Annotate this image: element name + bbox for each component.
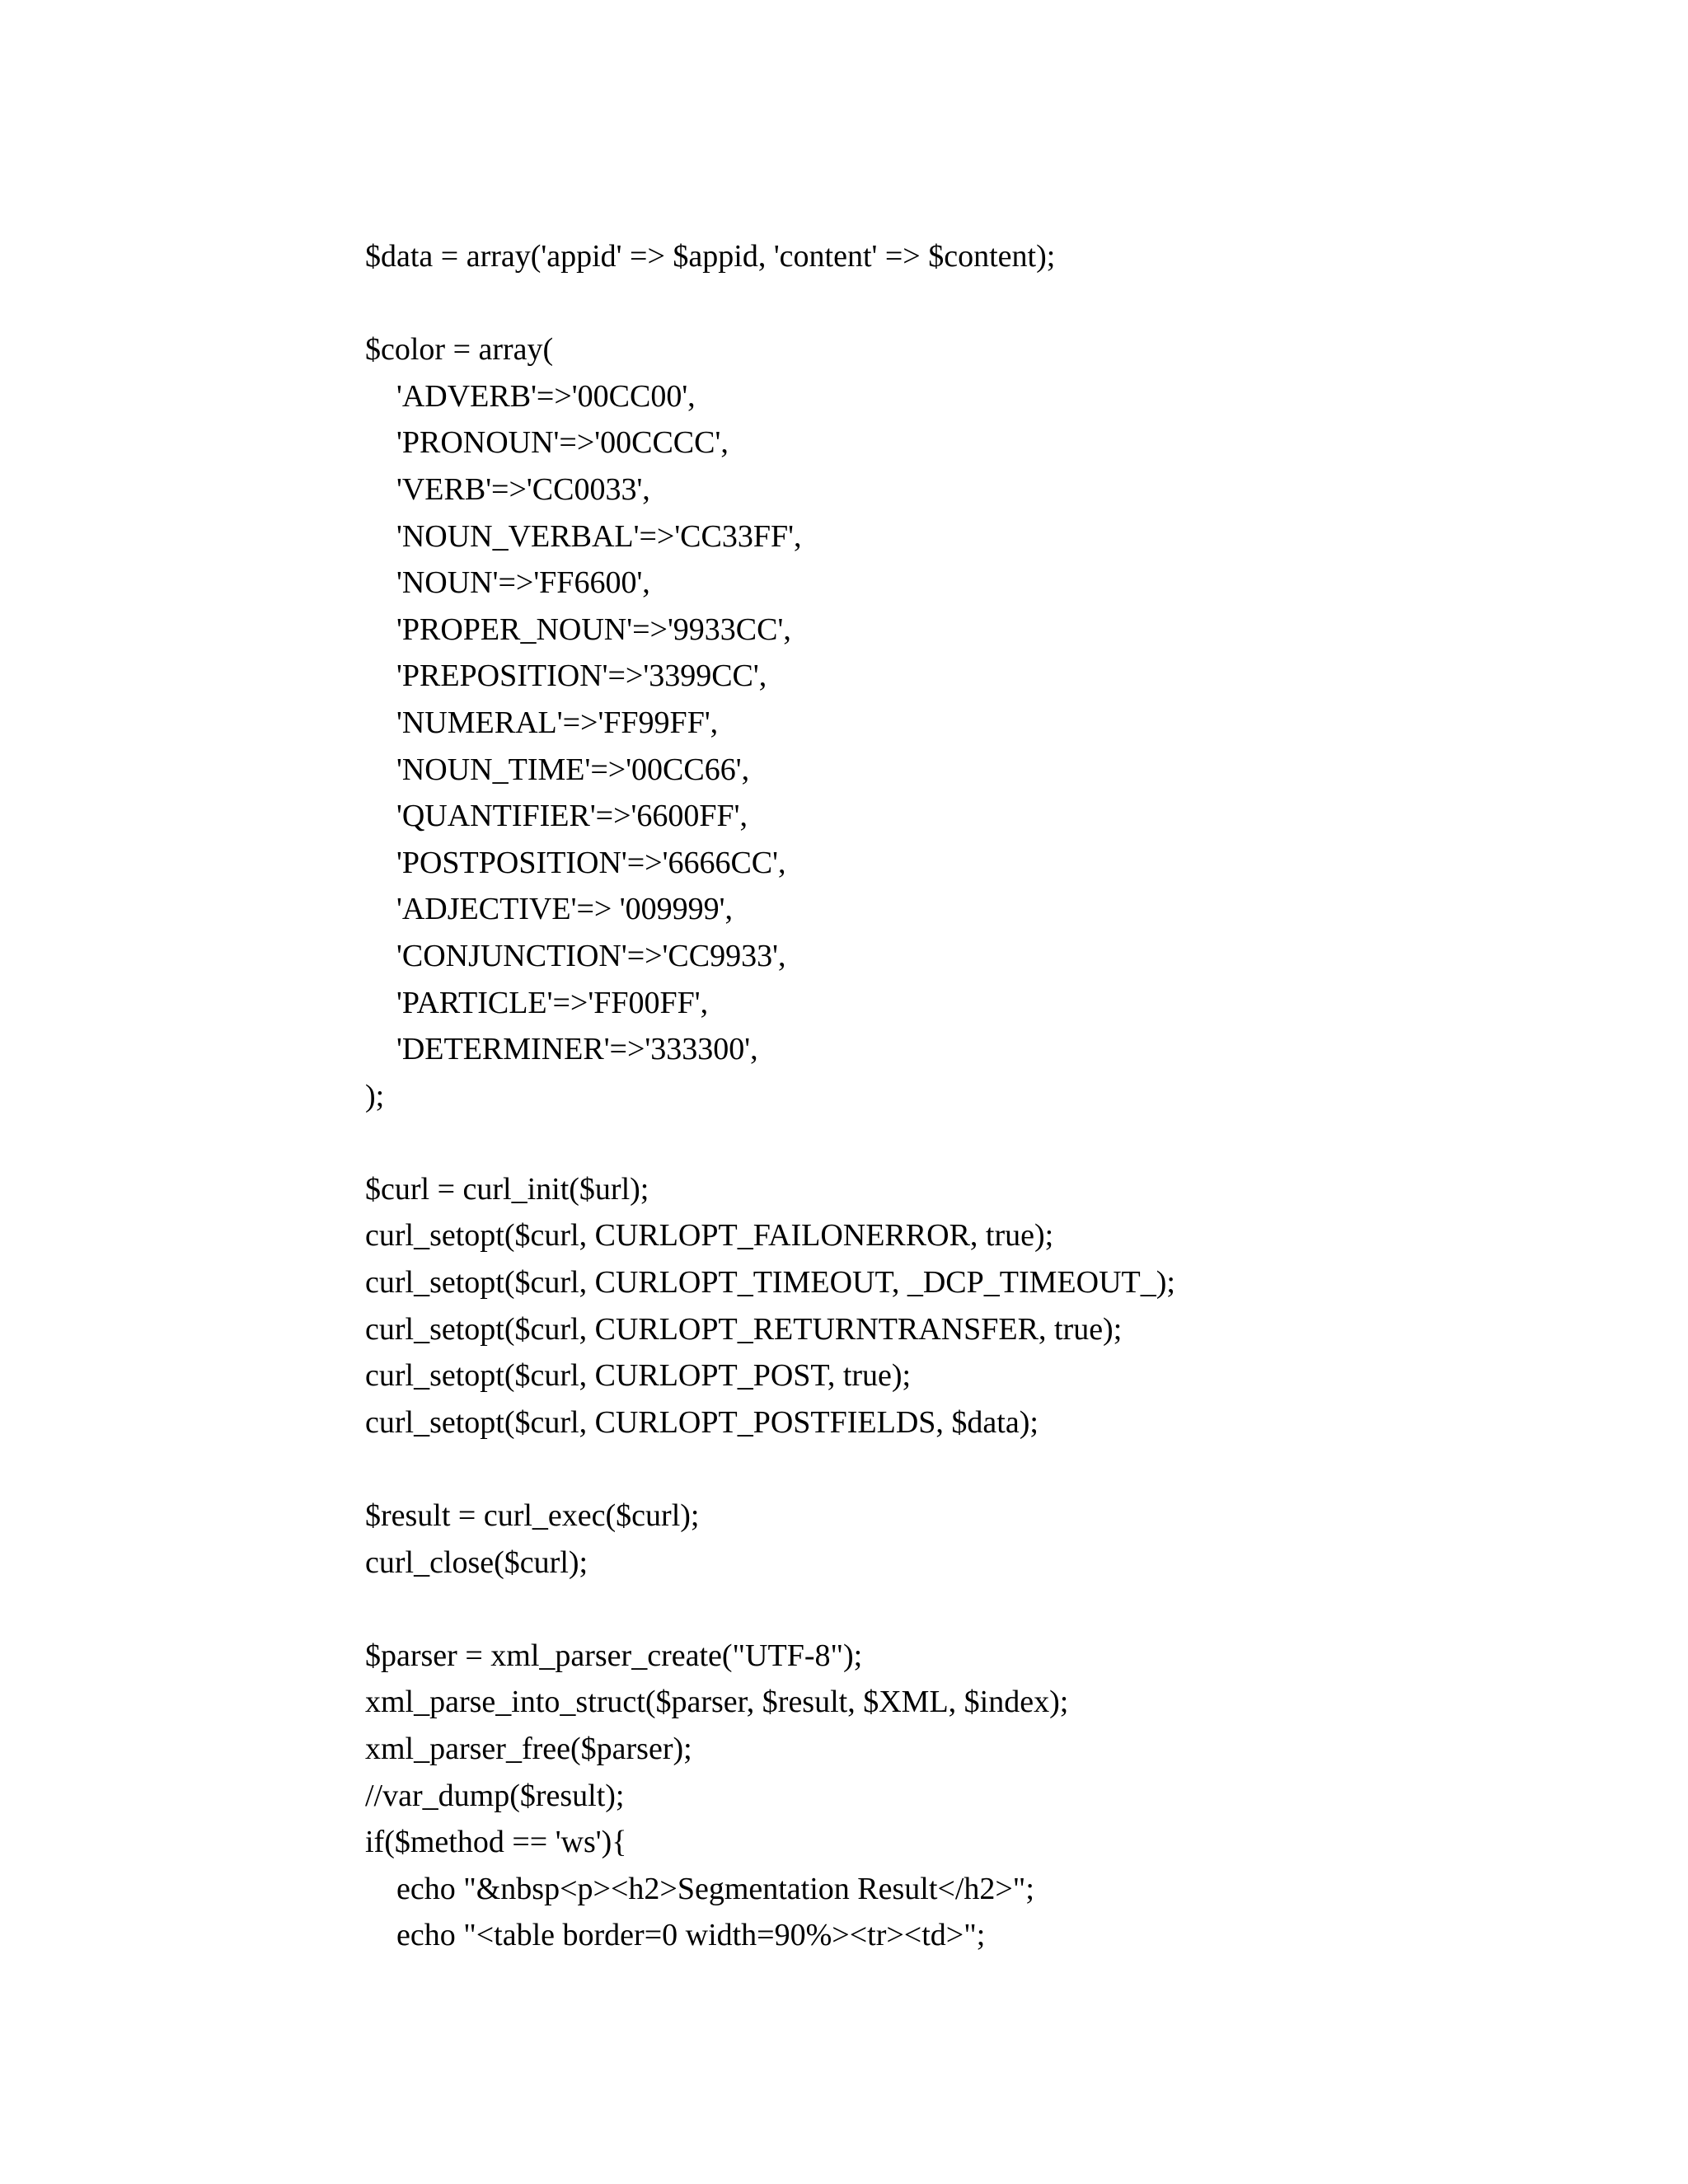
blank-line xyxy=(365,1446,1601,1493)
code-line: 'NOUN'=>'FF6600', xyxy=(365,565,650,601)
code-line: curl_close($curl); xyxy=(365,1544,588,1580)
code-line: 'ADVERB'=>'00CC00', xyxy=(365,378,696,414)
code-line: 'NUMERAL'=>'FF99FF', xyxy=(365,705,719,740)
code-line: 'NOUN_TIME'=>'00CC66', xyxy=(365,752,750,787)
code-line: 'VERB'=>'CC0033', xyxy=(365,471,650,507)
code-line: 'PROPER_NOUN'=>'9933CC', xyxy=(365,612,791,647)
code-line: curl_setopt($curl, CURLOPT_POSTFIELDS, $data); xyxy=(365,1404,1039,1440)
code-line: $data = array('appid' => $appid, 'content' => $content); xyxy=(365,239,1056,274)
code-line: 'DETERMINER'=>'333300', xyxy=(365,1032,758,1067)
blank-line xyxy=(365,280,1601,327)
code-line: 'ADJECTIVE'=> '009999', xyxy=(365,892,733,927)
code-line: echo "&nbsp<p><h2>Segmentation Result</h2>"; xyxy=(365,1871,1034,1906)
blank-line xyxy=(365,1586,1601,1633)
code-line: curl_setopt($curl, CURLOPT_RETURNTRANSFER, true); xyxy=(365,1311,1123,1347)
code-line: $result = curl_exec($curl); xyxy=(365,1498,700,1534)
code-line: //var_dump($result); xyxy=(365,1778,625,1813)
code-line: 'PREPOSITION'=>'3399CC', xyxy=(365,658,767,694)
code-line: ); xyxy=(365,1078,385,1113)
code-line: 'CONJUNCTION'=>'CC9933', xyxy=(365,938,786,973)
code-line: 'PRONOUN'=>'00CCCC', xyxy=(365,425,729,461)
blank-line xyxy=(365,1119,1601,1166)
code-line: $color = array( xyxy=(365,332,554,368)
code-line: curl_setopt($curl, CURLOPT_TIMEOUT, _DCP_TIMEOUT_); xyxy=(365,1265,1175,1301)
code-line: echo "<table border=0 width=90%><tr><td>"; xyxy=(365,1918,986,1953)
code-line: xml_parse_into_struct($parser, $result, $XML, $index); xyxy=(365,1685,1069,1720)
code-line: xml_parser_free($parser); xyxy=(365,1732,692,1766)
code-listing xyxy=(365,233,1601,1959)
code-line: 'PARTICLE'=>'FF00FF', xyxy=(365,985,709,1020)
code-line: 'QUANTIFIER'=>'6600FF', xyxy=(365,799,748,834)
code-line: 'POSTPOSITION'=>'6666CC', xyxy=(365,845,786,880)
code-line: curl_setopt($curl, CURLOPT_POST, true); xyxy=(365,1358,912,1394)
code-line: 'NOUN_VERBAL'=>'CC33FF', xyxy=(365,518,802,554)
code-line: curl_setopt($curl, CURLOPT_FAILONERROR, true); xyxy=(365,1218,1054,1254)
code-line: $curl = curl_init($url); xyxy=(365,1171,649,1207)
code-line: $parser = xml_parser_create("UTF-8"); xyxy=(365,1638,863,1673)
code-line: if($method == 'ws'){ xyxy=(365,1825,627,1860)
